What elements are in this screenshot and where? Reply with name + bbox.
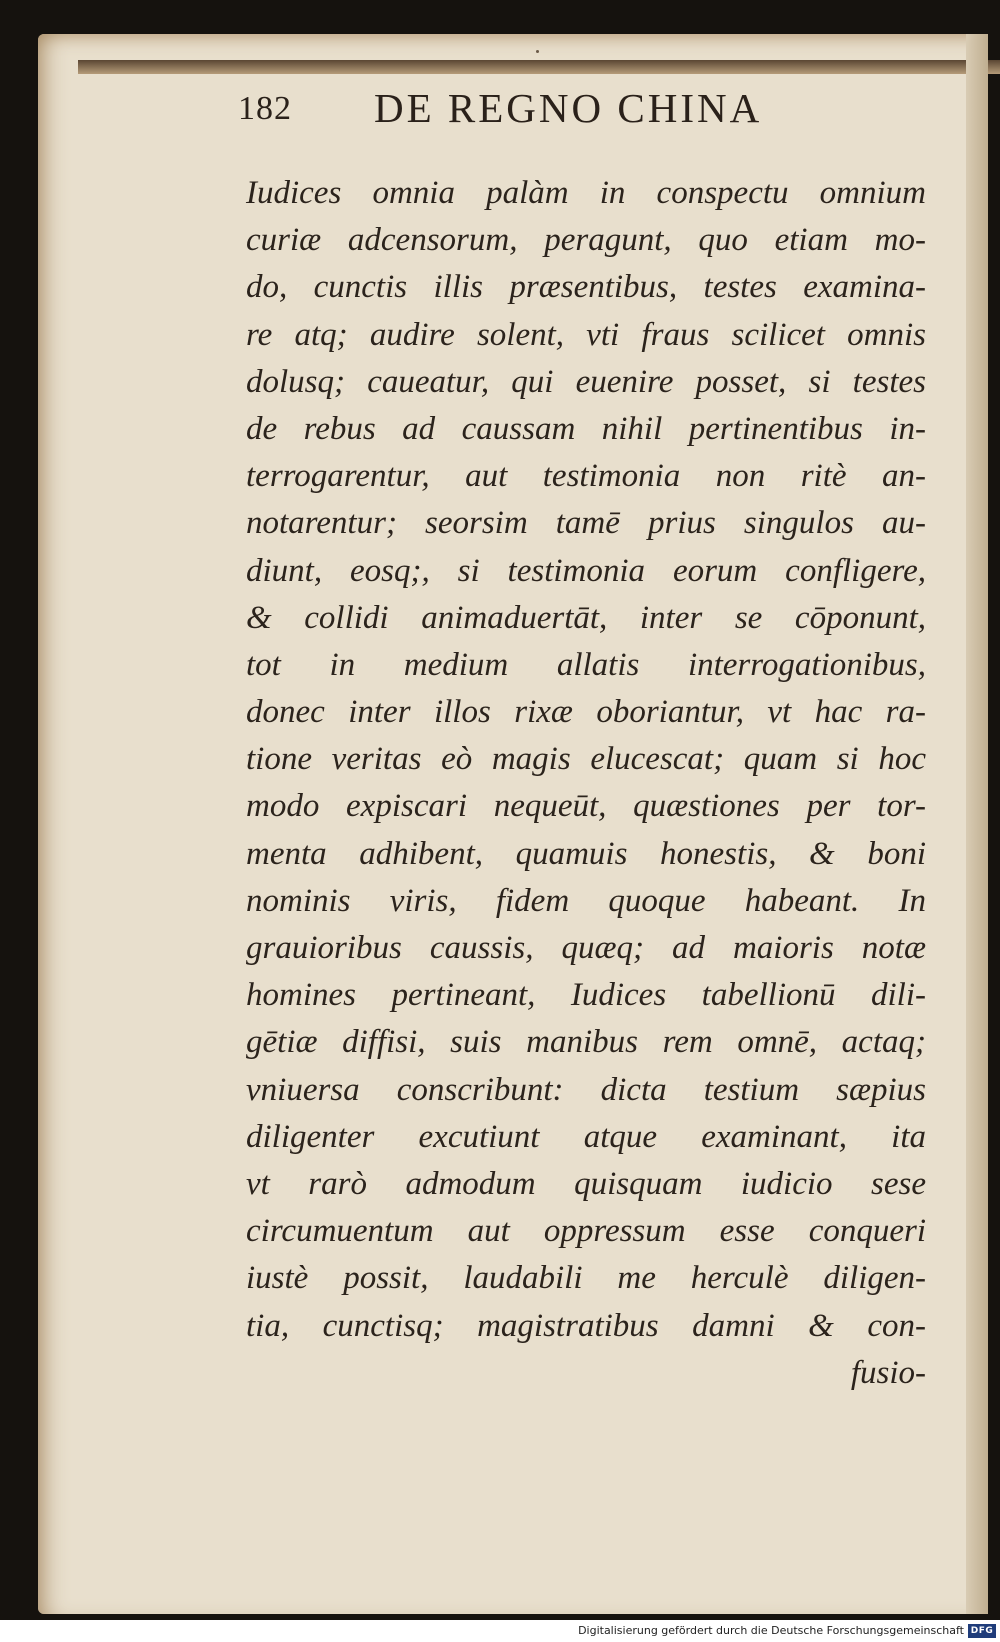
- text-line: de rebus ad caussam nihil pertinentibus in-: [246, 410, 926, 447]
- text-line: & collidi animaduertāt, inter se cōponunt,: [246, 599, 926, 636]
- catchword: fusio-: [850, 1354, 926, 1391]
- text-line: terrogarentur, aut testimonia non ritè an-: [246, 458, 926, 495]
- text-line: tione veritas eò magis elucescat; quam si hoc: [246, 741, 926, 778]
- text-line: vniuersa conscribunt: dicta testium sæpius: [246, 1071, 926, 1108]
- text-line: gētiæ diffisi, suis manibus rem omnē, actaq;: [246, 1024, 926, 1061]
- text-line: menta adhibent, quamuis honestis, & boni: [246, 835, 926, 872]
- text-line: iustè possit, laudabili me herculè diligen-: [246, 1260, 926, 1297]
- text-line: vt rarò admodum quisquam iudicio sese: [246, 1165, 926, 1202]
- page-header: [238, 82, 858, 142]
- text-line: diunt, eosq;, si testimonia eorum confligere,: [246, 552, 926, 589]
- text-line: circumuentum aut oppressum esse conqueri: [246, 1213, 926, 1250]
- text-line: Iudices omnia palàm in conspectu omnium: [246, 175, 926, 211]
- text-line: grauioribus caussis, quæq; ad maioris notæ: [246, 930, 926, 966]
- text-line: tot in medium allatis interrogationibus,: [246, 646, 926, 683]
- funding-credit: Digitalisierung gefördert durch die Deutsche Forschungsgemeinschaft: [578, 1624, 964, 1637]
- text-line: notarentur; seorsim tamē prius singulos au-: [246, 505, 926, 542]
- dfg-logo: DFG: [968, 1624, 996, 1638]
- text-line: do, cunctis illis præsentibus, testes examina-: [246, 269, 926, 306]
- body-text: [246, 170, 926, 1397]
- text-line: diligenter excutiunt atque examinant, ita: [246, 1118, 926, 1155]
- text-line: modo expiscari nequeūt, quæstiones per tor-: [246, 788, 926, 825]
- text-line: homines pertineant, Iudices tabellionū dili-: [246, 977, 926, 1014]
- page-mark: [536, 50, 539, 53]
- text-line: tia, cunctisq; magistratibus damni & con-: [246, 1307, 926, 1344]
- page-right-edge: [966, 34, 988, 1614]
- text-line: donec inter illos rixæ oboriantur, vt hac ra-: [246, 694, 926, 731]
- running-title: DE REGNO CHINA: [374, 85, 763, 131]
- text-line: curiæ adcensorum, peragunt, quo etiam mo-: [246, 222, 926, 259]
- page-number: 182: [238, 90, 292, 127]
- page-top-edge: [78, 60, 1000, 74]
- text-line: re atq; audire solent, vti fraus scilicet omnis: [246, 316, 926, 353]
- text-line: dolusq; caueatur, qui euenire posset, si testes: [246, 363, 926, 400]
- text-line: nominis viris, fidem quoque habeant. In: [246, 882, 926, 919]
- digitization-footer: [0, 1620, 1000, 1642]
